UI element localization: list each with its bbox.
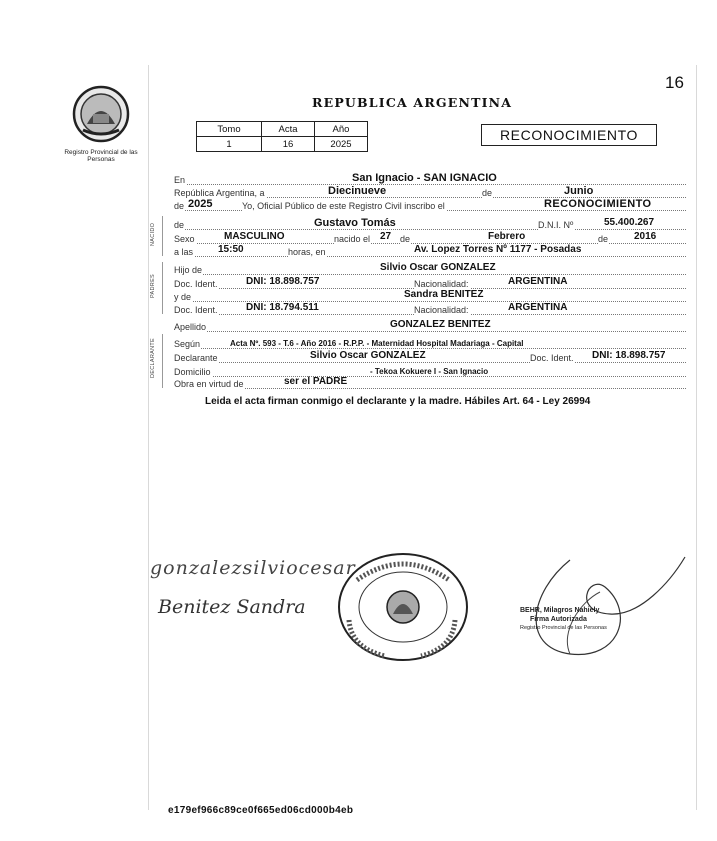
ano-header: Año bbox=[315, 122, 368, 137]
declarante-doc: DNI: 18.898.757 bbox=[592, 350, 666, 361]
declarante-value: Silvio Oscar GONZALEZ bbox=[310, 350, 426, 361]
domicilio-value: - Tekoa Kokuere I - San Ignacio bbox=[370, 367, 489, 376]
segun-value: Acta Nº. 593 - T.6 - Año 2016 - R.P.P. - Maternidad Hospital Madariaga - Capital bbox=[230, 339, 524, 348]
a-las-label: a las bbox=[174, 247, 194, 257]
ano-value: 2025 bbox=[315, 137, 368, 152]
parents-bracket bbox=[162, 262, 167, 314]
domicilio-label: Domicilio bbox=[174, 367, 211, 377]
row-hora bbox=[174, 246, 686, 258]
de-label-1: de bbox=[482, 188, 493, 198]
mother-nationality: ARGENTINA bbox=[508, 302, 568, 313]
en-label: En bbox=[174, 175, 186, 185]
right-margin-line bbox=[696, 65, 697, 810]
y-de-label: y de bbox=[174, 292, 192, 302]
stamp-seal-icon bbox=[335, 550, 471, 664]
mother-doc: DNI: 18.794.511 bbox=[246, 302, 319, 313]
official-name: BEHR, Milagros Nahiely bbox=[520, 607, 600, 614]
father-signature: gonzalezsilviocesar bbox=[150, 557, 356, 579]
nacido-label: nacido el bbox=[334, 234, 371, 244]
sexo-value: MASCULINO bbox=[224, 231, 285, 242]
mother-nationality-label: Nacionalidad: bbox=[414, 305, 469, 315]
inscribo-value: RECONOCIMIENTO bbox=[544, 198, 652, 210]
father-nationality: ARGENTINA bbox=[508, 276, 568, 287]
birth-place: Av. Lopez Torres Nº 1177 - Posadas bbox=[414, 244, 582, 255]
mother-signature: Benitez Sandra bbox=[158, 596, 306, 618]
de-label-4: de bbox=[400, 234, 411, 244]
row-oficial bbox=[174, 200, 686, 212]
registry-label: Registro Provincial de las Personas bbox=[64, 149, 138, 163]
declarante-doc-label: Doc. Ident. bbox=[530, 353, 574, 363]
sexo-label: Sexo bbox=[174, 234, 195, 244]
de-label-2: de bbox=[174, 201, 185, 211]
tomo-header: Tomo bbox=[197, 122, 262, 137]
republica-label: República Argentina, a bbox=[174, 188, 265, 198]
book-reference-table bbox=[196, 121, 368, 152]
father-name: Silvio Oscar GONZALEZ bbox=[380, 262, 496, 273]
month-value: Junio bbox=[564, 185, 594, 197]
section-birth-label: NACIDO bbox=[150, 222, 156, 246]
acta-value: 16 bbox=[262, 137, 315, 152]
official-office: Registro Provincial de las Personas bbox=[520, 625, 607, 631]
acta-header: Acta bbox=[262, 122, 315, 137]
official-stamp bbox=[335, 550, 471, 664]
hijo-de-label: Hijo de bbox=[174, 265, 203, 275]
father-nationality-label: Nacionalidad: bbox=[414, 279, 469, 289]
birth-bracket bbox=[162, 216, 167, 256]
row-name bbox=[174, 219, 686, 231]
apellido-label: Apellido bbox=[174, 322, 207, 332]
document-hash: e179ef966c89ce0f665ed06cd000b4eb bbox=[168, 805, 354, 816]
row-apellido bbox=[174, 321, 686, 333]
dni-label: D.N.I. Nº bbox=[538, 220, 574, 230]
apellido-value: GONZALEZ BENITEZ bbox=[390, 319, 491, 330]
closing-text: Leida el acta firman conmigo el declarante y la madre. Hábiles Art. 64 - Ley 26994 bbox=[205, 396, 591, 407]
document-title: REPUBLICA ARGENTINA bbox=[312, 95, 513, 110]
oficial-text: Yo, Oficial Público de este Registro Civil inscribo el bbox=[242, 201, 445, 211]
act-type-box: RECONOCIMIENTO bbox=[481, 124, 657, 146]
left-margin-line bbox=[148, 65, 149, 810]
row-father bbox=[174, 264, 686, 276]
row-declarante bbox=[174, 352, 686, 364]
row-en bbox=[174, 174, 686, 186]
mother-doc-label: Doc. Ident. bbox=[174, 305, 218, 315]
official-block bbox=[520, 606, 607, 633]
tomo-value: 1 bbox=[197, 137, 262, 152]
father-doc: DNI: 18.898.757 bbox=[246, 276, 320, 287]
official-role: Firma Autorizada bbox=[530, 616, 587, 623]
en-value: San Ignacio - SAN IGNACIO bbox=[352, 172, 497, 184]
row-domicilio bbox=[174, 366, 686, 378]
birth-year: 2016 bbox=[634, 231, 657, 242]
horas-en-label: horas, en bbox=[288, 247, 326, 257]
registry-seal-icon bbox=[71, 84, 131, 144]
segun-label: Según bbox=[174, 339, 201, 349]
father-doc-label: Doc. Ident. bbox=[174, 279, 218, 289]
dni-value: 55.400.267 bbox=[604, 217, 655, 228]
row-obra bbox=[174, 378, 686, 390]
page-number: 16 bbox=[665, 73, 684, 92]
section-declarant-label: DECLARANTE bbox=[150, 338, 156, 378]
birth-time: 15:50 bbox=[218, 244, 244, 255]
row-mother-doc bbox=[174, 304, 686, 316]
birth-day: 27 bbox=[380, 231, 392, 242]
year-value: 2025 bbox=[188, 198, 213, 210]
declarant-bracket bbox=[162, 334, 167, 388]
child-name: Gustavo Tomás bbox=[314, 217, 396, 229]
de-label-3: de bbox=[174, 220, 185, 230]
declarante-label: Declarante bbox=[174, 353, 218, 363]
section-parents-label: PADRES bbox=[150, 273, 156, 298]
day-value: Diecinueve bbox=[328, 185, 387, 197]
obra-value: ser el PADRE bbox=[284, 376, 348, 387]
birth-month: Febrero bbox=[488, 231, 526, 242]
row-segun bbox=[174, 338, 686, 350]
de-label-5: de bbox=[598, 234, 609, 244]
registry-logo bbox=[55, 84, 147, 163]
mother-name: Sandra BENITEZ bbox=[404, 289, 484, 300]
obra-label: Obra en virtud de bbox=[174, 379, 244, 389]
